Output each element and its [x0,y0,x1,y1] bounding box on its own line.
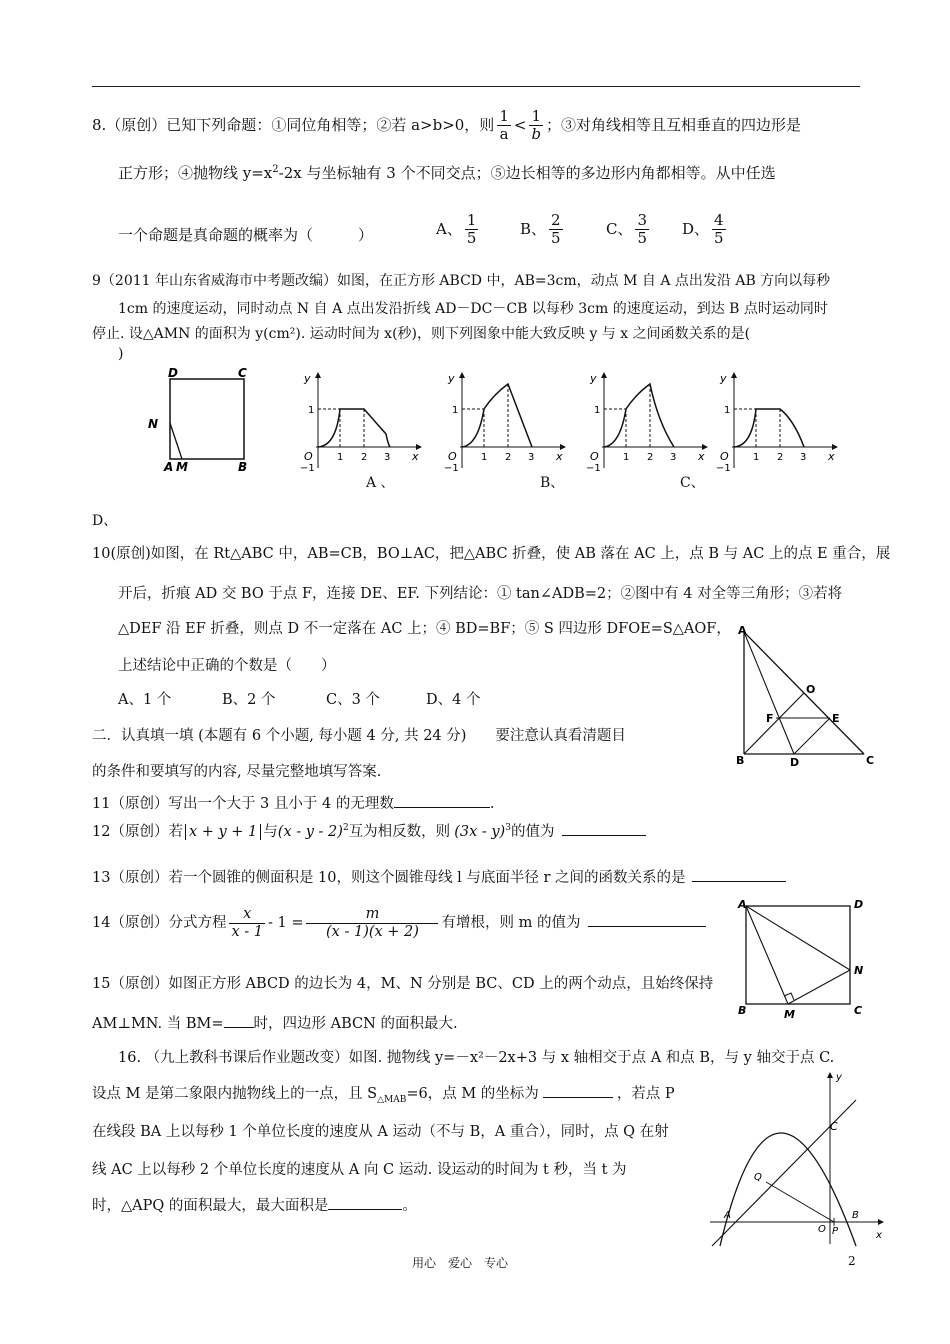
svg-text:P: P [832,1226,839,1237]
svg-text:3: 3 [670,452,677,463]
svg-text:x: x [828,450,835,463]
q9-graph-label-a: A 、 [366,475,395,491]
q14-answer-blank[interactable] [588,926,706,927]
svg-text:2: 2 [777,452,784,463]
q16-line1: 16. （九上教科书课后作业题改变）如图. 抛物线 y=－x²－2x+3 与 x 轴相交于点 A 和点 B，与 y 轴交于点 C. [118,1050,835,1066]
svg-text:B: B [852,1210,859,1221]
q12: 12（原创）若 x + y + 1 与(x - y - 2)$^2$互为相反数，则 (3x - y)$^3$的值为 [92,820,646,841]
section2-instructions: 的条件和要填写的内容, 尽量完整地填写答案. [92,764,382,780]
q16-line5: 时，△APQ 的面积最大，最大面积是 。 [92,1198,417,1214]
svg-text:−1: −1 [586,463,601,474]
q8-option-b: B、 $\frac{2}{5}$ [520,211,561,248]
svg-text:D: D [854,898,864,911]
svg-text:O: O [720,450,729,463]
svg-text:O: O [448,450,457,463]
q16-area-blank[interactable] [328,1209,402,1210]
svg-text:B: B [238,460,248,474]
q9-graph-a [292,372,422,472]
svg-text:1: 1 [308,405,315,416]
header-rule [92,86,860,87]
svg-text:C: C [854,1004,863,1017]
svg-text:y: y [590,372,597,385]
q9-line3: 停止. 设△AMN 的面积为 y(cm²). 运动时间为 x(秒)，则下列图象中能大致反映 y 与 x 之间函数关系的是( [92,326,751,342]
svg-text:1: 1 [623,452,630,463]
square-abcd [170,379,244,459]
q10-option-a: A、1 个 [118,692,172,708]
q9-graph-label-c: C、 [680,475,705,491]
page-number: 2 [848,1254,856,1268]
svg-text:O: O [818,1224,826,1235]
svg-text:1: 1 [753,452,760,463]
svg-text:N: N [148,417,159,431]
svg-text:−1: −1 [300,463,315,474]
q9-square-figure [140,365,260,475]
q16-line4: 线 AC 上以每秒 2 个单位长度的速度从 A 向 C 运动. 设运动的时间为 t 秒，当 t 为 [92,1162,627,1178]
q8-frac-1-over-b: $\frac{1}{b}$ [531,107,542,144]
svg-text:M: M [176,460,188,474]
svg-text:O: O [590,450,599,463]
q10-line2: 开后，折痕 AD 交 BO 于点 F，连接 DE、EF. 下列结论：① tan∠ADB=2；②图中有 4 对全等三角形；③若将 [118,586,843,602]
q13: 13（原创）若一个圆锥的侧面积是 10，则这个圆锥母线 l 与底面半径 r 之间的函数关系的是 [92,866,786,887]
segment-mn [170,423,182,459]
q15-answer-blank[interactable] [224,1027,254,1028]
svg-text:A: A [724,1210,731,1221]
footer-motto: 用心 爱心 专心 [412,1256,509,1270]
svg-text:O: O [304,450,313,463]
svg-text:y: y [448,372,455,385]
q10-line1: 10(原创)如图，在 Rt△ABC 中，AB=CB，BO⊥AC，把△ABC 折叠，使 AB 落在 AC 上，点 B 与 AC 上的点 E 重合，展 [92,546,891,562]
svg-text:1: 1 [337,452,344,463]
q10-option-c: C、3 个 [326,692,380,708]
svg-text:A: A [738,624,747,637]
svg-text:y: y [836,1072,842,1083]
q11: 11（原创）写出一个大于 3 且小于 4 的无理数 . [92,796,495,812]
q15-square-figure [736,896,870,1020]
svg-text:D: D [168,366,178,380]
svg-text:A: A [164,460,174,474]
q10-line4: 上述结论中正确的个数是（ ） [118,658,336,674]
svg-text:C: C [830,1120,838,1133]
q15-line2: AM⊥MN. 当 BM= 时，四边形 ABCN 的面积最大. [92,1016,458,1032]
q8-frac-1-over-a: $\frac{1}{a}$ [499,107,509,144]
svg-text:3: 3 [528,452,535,463]
svg-text:y: y [304,372,311,385]
svg-text:O: O [806,683,816,696]
q8-line2: 正方形；④抛物线 $y=x^2-2x$ 与坐标轴有 3 个不同交点；⑤边长相等的多边形内角都相等。从中任选 [118,164,776,182]
svg-text:3: 3 [800,452,807,463]
svg-text:2: 2 [505,452,512,463]
q16-parabola-figure [706,1070,886,1246]
q9-line2: 1cm 的速度运动，同时动点 N 自 A 点出发沿折线 AD－DC－CB 以每秒 3cm 的速度运动，到达 B 点时运动同时 [118,301,828,317]
q8-option-d: D、 $\frac{4}{5}$ [682,211,724,248]
q16-line3: 在线段 BA 上以每秒 1 个单位长度的速度从 A 运动（不与 B，A 重合），同时，点 Q 在射 [92,1124,669,1140]
q10-triangle-figure [734,624,880,770]
svg-text:x: x [876,1230,882,1241]
svg-text:−1: −1 [716,463,731,474]
svg-text:N: N [854,964,864,977]
q13-answer-blank[interactable] [692,881,786,882]
svg-text:x: x [556,450,563,463]
svg-text:1: 1 [481,452,488,463]
svg-text:2: 2 [361,452,368,463]
q8-line1: 8.（原创）已知下列命题：①同位角相等；②若 a>b>0，则 $\frac{1}{a}$ < $\frac{1}{b}$ ；③对角线相等且互相垂直的四边形是 [92,107,802,144]
q10-option-d: D、4 个 [426,692,481,708]
q16-line2: 设点 M 是第二象限内抛物线上的一点，且 $S_{\triangle MAB}=6$，点 M 的坐标为 ，若点 P [92,1086,675,1105]
svg-text:Q: Q [754,1172,762,1183]
q11-answer-blank[interactable] [394,807,490,808]
q9-graph-d [708,372,838,472]
q9-graph-label-b: B、 [540,475,565,491]
q9-line4: ) [118,346,124,362]
svg-text:M: M [784,1008,795,1021]
q8-line3: 一个命题是真命题的概率为（ ） [118,226,374,244]
q9-graph-c [578,372,708,472]
svg-text:x: x [698,450,705,463]
svg-text:B: B [738,1004,747,1017]
svg-text:−1: −1 [444,463,459,474]
q8-option-a: A、 $\frac{1}{5}$ [436,211,477,248]
svg-text:y: y [720,372,727,385]
svg-text:x: x [412,450,419,463]
svg-text:F: F [766,712,774,725]
section2-heading: 二．认真填一填 (本题有 6 个小题, 每小题 4 分, 共 24 分) 要注意认真看清题目 [92,728,626,744]
q15-line1: 15（原创）如图正方形 ABCD 的边长为 4，M、N 分别是 BC、CD 上的两个动点，且始终保持 [92,976,714,992]
svg-text:1: 1 [452,405,459,416]
q9-graph-label-d: D、 [92,513,118,529]
svg-text:C: C [866,754,875,767]
q14: 14（原创）分式方程 $\frac{x}{x - 1}$ - 1 = $\frac{m}{(x - 1)(x + 2)}$ 有增根，则 m 的值为 [92,906,706,940]
q10-option-b: B、2 个 [222,692,276,708]
svg-text:D: D [790,756,800,769]
q9-graph-b [436,372,566,472]
q16-coord-blank[interactable] [543,1097,613,1098]
svg-text:1: 1 [594,405,601,416]
svg-text:E: E [832,712,840,725]
svg-text:1: 1 [724,405,731,416]
svg-text:C: C [238,366,247,380]
curve [318,409,390,447]
q10-line3: △DEF 沿 EF 折叠，则点 D 不一定落在 AC 上；④ BD=BF；⑤ S 四边形 DFOE=S△AOF， [118,621,731,637]
q12-answer-blank[interactable] [562,835,646,836]
q8-option-c: C、 $\frac{3}{5}$ [606,211,648,248]
q9-line1: 9（2011 年山东省威海市中考题改编）如图，在正方形 ABCD 中，AB=3cm，动点 M 自 A 点出发沿 AB 方向以每秒 [92,273,831,289]
svg-text:3: 3 [384,452,391,463]
svg-text:B: B [736,754,745,767]
svg-text:2: 2 [647,452,654,463]
svg-text:A: A [738,898,747,911]
